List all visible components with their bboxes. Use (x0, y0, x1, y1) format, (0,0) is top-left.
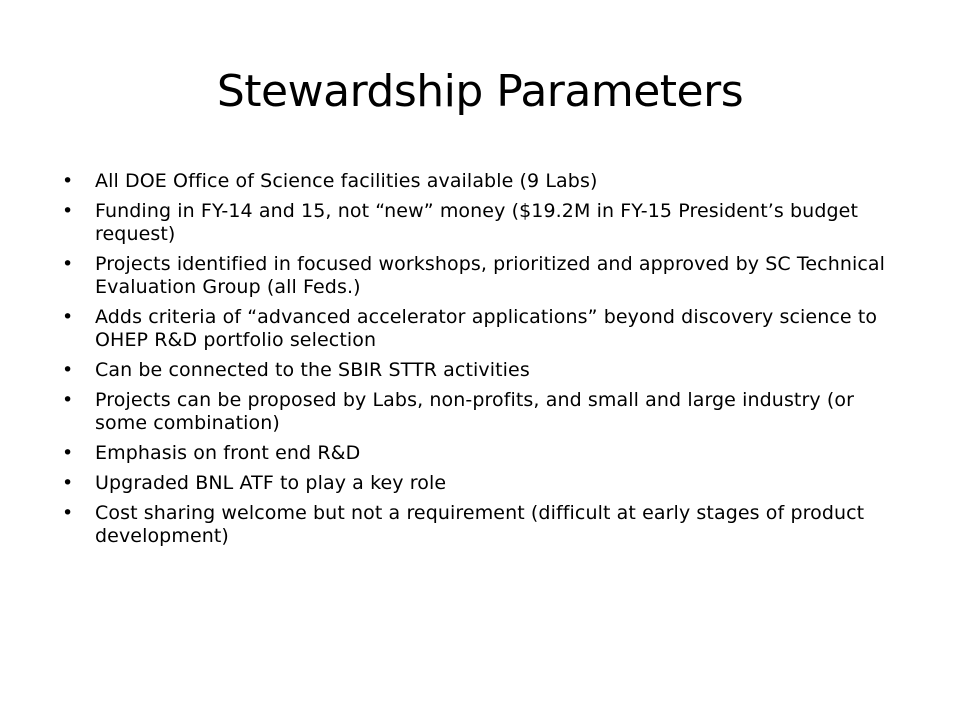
bullet-text: Upgraded BNL ATF to play a key role (95, 472, 447, 494)
bullet-item (62, 472, 902, 495)
bullet-icon: • (62, 389, 74, 411)
bullet-icon: • (62, 472, 74, 494)
bullet-icon: • (62, 359, 74, 381)
bullet-item (62, 200, 902, 246)
bullet-item (62, 170, 902, 193)
bullet-item (62, 306, 902, 352)
bullet-icon: • (62, 170, 74, 192)
bullet-text: Adds criteria of “advanced accelerator applications” beyond discovery science to OHEP R&D portfolio selection (95, 306, 878, 351)
bullet-text: Emphasis on front end R&D (95, 442, 361, 464)
bullet-text: Projects can be proposed by Labs, non-profits, and small and large industry (or some combination) (95, 389, 855, 434)
bullet-item (62, 253, 902, 299)
bullet-icon: • (62, 502, 74, 524)
bullet-item (62, 442, 902, 465)
bullet-item (62, 359, 902, 382)
bullet-text: All DOE Office of Science facilities available (9 Labs) (95, 170, 598, 192)
bullet-text: Cost sharing welcome but not a requirement (difficult at early stages of product development) (95, 502, 865, 547)
bullet-item (62, 389, 902, 435)
bullet-text: Can be connected to the SBIR STTR activities (95, 359, 530, 381)
bullet-text: Projects identified in focused workshops, prioritized and approved by SC Technical Evaluation Group (all Feds.) (95, 253, 886, 298)
slide-title: Stewardship Parameters (216, 66, 744, 117)
bullet-icon: • (62, 200, 74, 222)
bullet-list (62, 170, 902, 555)
bullet-icon: • (62, 442, 74, 464)
bullet-icon: • (62, 253, 74, 275)
bullet-icon: • (62, 306, 74, 328)
bullet-text: Funding in FY-14 and 15, not “new” money ($19.2M in FY-15 President’s budget request) (95, 200, 858, 245)
bullet-item (62, 502, 902, 548)
